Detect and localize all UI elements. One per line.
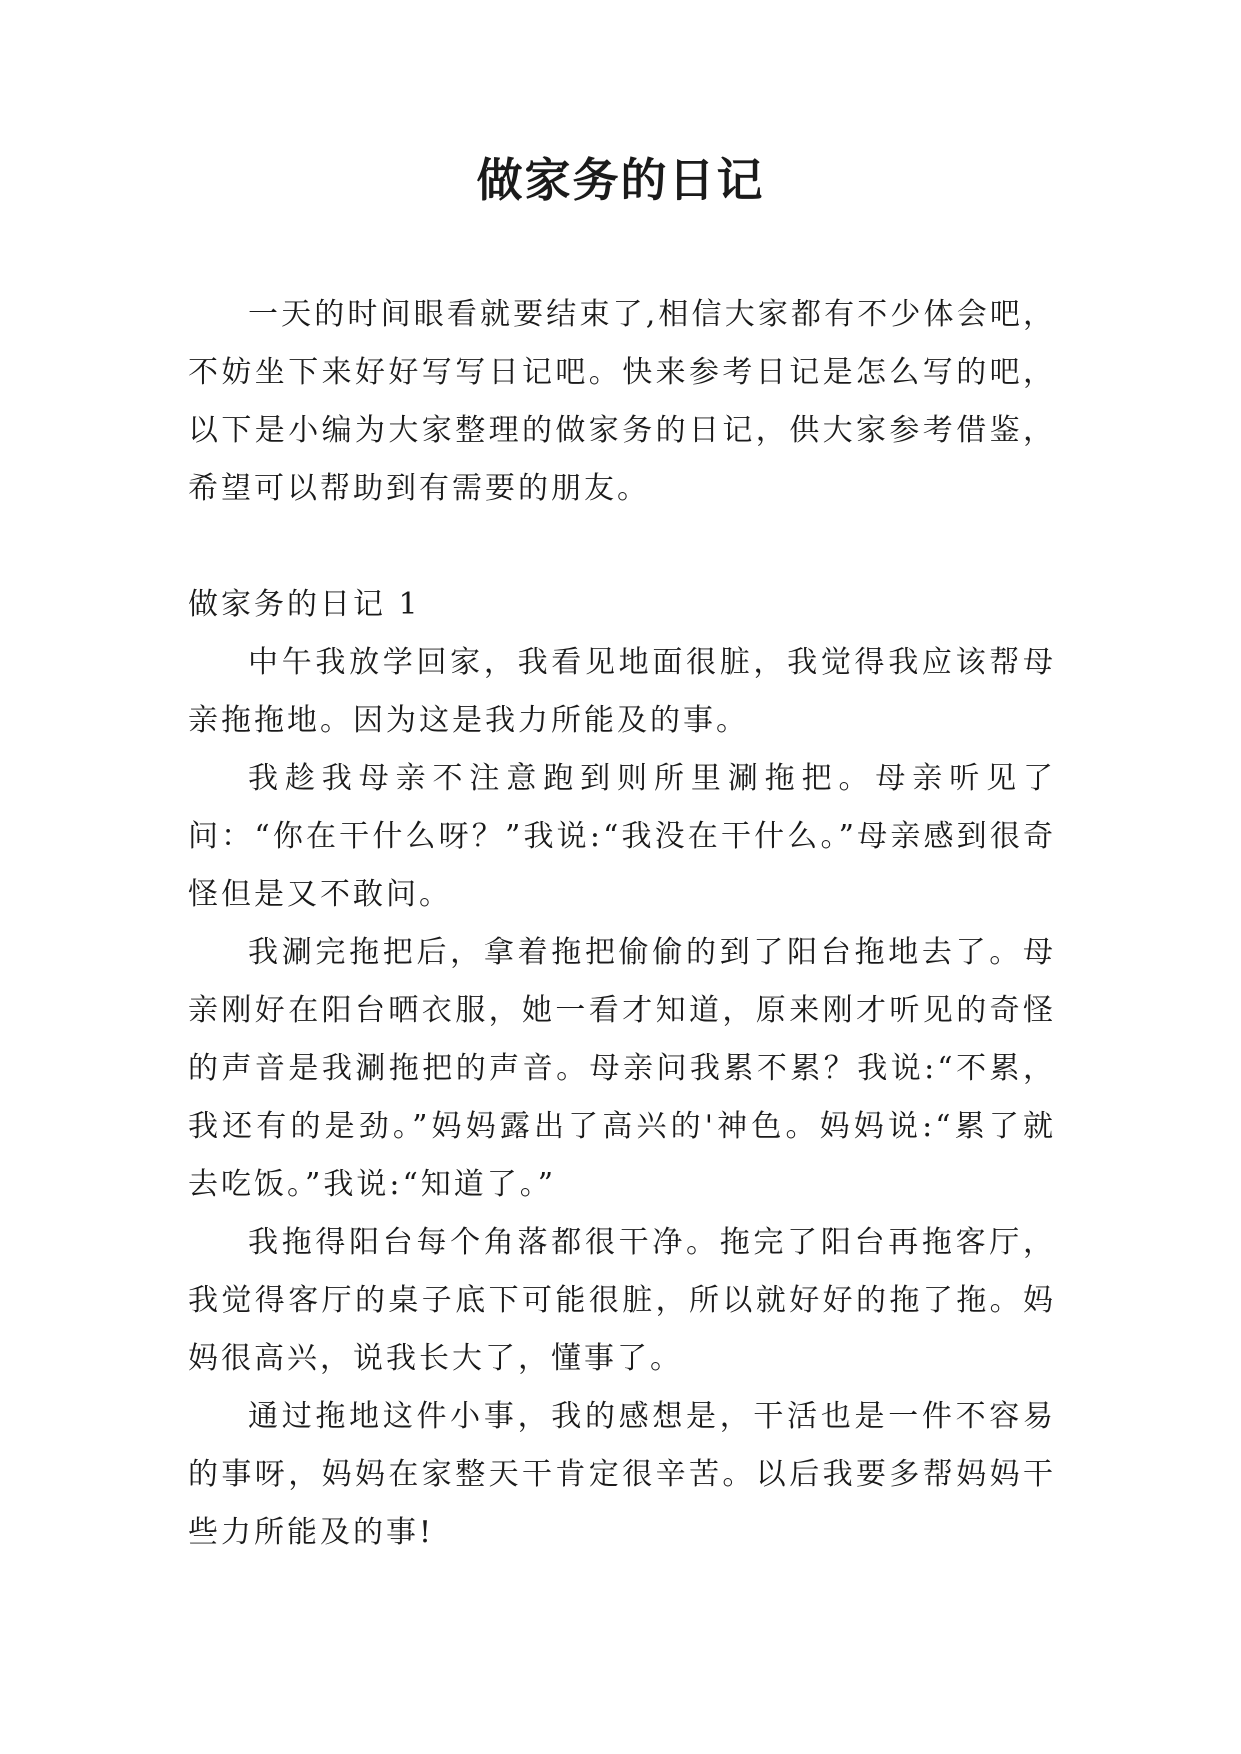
section-heading: 做家务的日记 1: [188, 587, 421, 622]
body-paragraph-1: 中午我放学回家，我看见地面很脏，我觉得我应该帮母亲拖拖地。因为这是我力所能及的事。: [188, 645, 1056, 738]
document-body: [188, 286, 1056, 1562]
document-title: 做家务的日记: [476, 153, 765, 207]
body-paragraph-3: 我涮完拖把后，拿着拖把偷偷的到了阳台拖地去了。母亲刚好在阳台晒衣服，她一看才知道，原来刚才听见的奇怪的声音是我涮拖把的声音。母亲问我累不累？我说:“不累，我还有的是劲。”妈妈露出了高兴的'神色。妈妈说:“累了就去吃饭。”我说:“知道了。”: [188, 935, 1056, 1202]
body-paragraph-5: 通过拖地这件小事，我的感想是，干活也是一件不容易的事呀，妈妈在家整天干肯定很辛苦。以后我要多帮妈妈干些力所能及的事!: [188, 1399, 1056, 1550]
intro-paragraph: 一天的时间眼看就要结束了,相信大家都有不少体会吧，不妨坐下来好好写写日记吧。快来参考日记是怎么写的吧，以下是小编为大家整理的做家务的日记，供大家参考借鉴，希望可以帮助到有需要的朋友。: [188, 297, 1056, 506]
body-paragraph-2: 我趁我母亲不注意跑到则所里涮拖把。母亲听见了问：“你在干什么呀？”我说:“我没在干什么。”母亲感到很奇怪但是又不敢问。: [188, 761, 1056, 912]
body-paragraph-4: 我拖得阳台每个角落都很干净。拖完了阳台再拖客厅，我觉得客厅的桌子底下可能很脏，所以就好好的拖了拖。妈妈很高兴，说我长大了，懂事了。: [188, 1225, 1056, 1376]
